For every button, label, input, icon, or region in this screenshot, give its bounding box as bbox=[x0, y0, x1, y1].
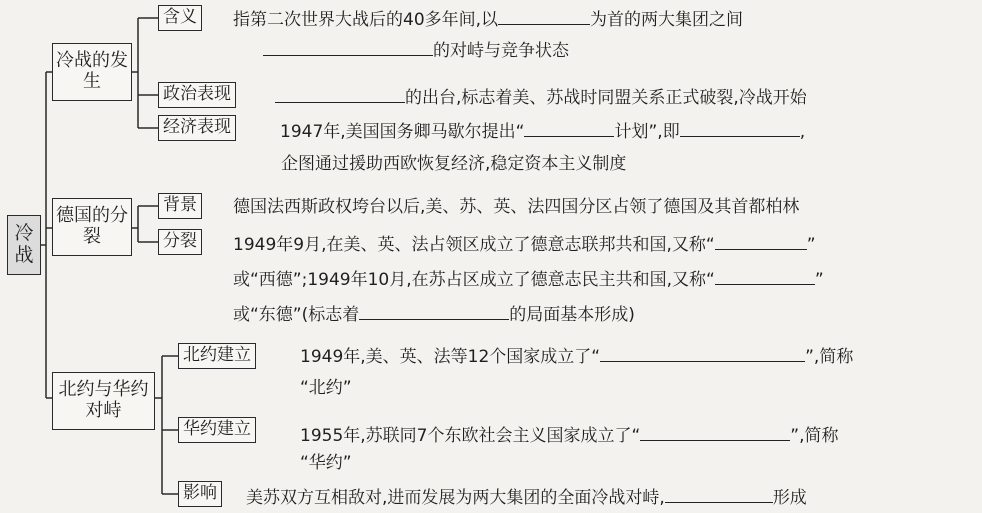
text-segment: 的局面基本形成) bbox=[509, 305, 635, 325]
text-line bbox=[281, 153, 626, 175]
label-meaning: 含义 bbox=[158, 5, 202, 31]
answer-blank bbox=[680, 120, 800, 137]
label-warsaw: 华约建立 bbox=[178, 417, 256, 443]
text-segment: 或“西德”;1949年10月,在苏占区成立了德意志民主共和国,又称“ bbox=[233, 270, 715, 290]
text-segment: , bbox=[799, 122, 806, 142]
answer-blank bbox=[498, 8, 590, 25]
text-line bbox=[233, 196, 799, 218]
text-line bbox=[233, 233, 816, 256]
text-segment: 美苏双方互相敌对,进而发展为两大集团的全面冷战对峙, bbox=[246, 488, 665, 508]
answer-blank bbox=[715, 268, 815, 285]
text-line bbox=[300, 452, 352, 474]
section-cold-war-origin: 冷战的发生 bbox=[52, 43, 132, 101]
label-background: 背景 bbox=[158, 193, 202, 219]
text-segment: 1955年,苏联同7个东欧社会主义国家成立了“ bbox=[300, 426, 641, 446]
section-nato-warsaw: 北约与华约对峙 bbox=[52, 372, 155, 430]
label-nato: 北约建立 bbox=[178, 343, 256, 369]
label-political: 政治表现 bbox=[158, 82, 236, 108]
text-segment: ” bbox=[814, 270, 824, 290]
text-segment: 的对峙与竞争状态 bbox=[433, 41, 569, 61]
section-germany-split: 德国的分裂 bbox=[52, 198, 132, 256]
text-segment: 1949年9月,在美、英、法占领区成立了德意志联邦共和国,又称“ bbox=[233, 235, 715, 255]
answer-blank bbox=[524, 120, 614, 137]
text-segment: 指第二次世界大战后的40多年间,以 bbox=[233, 10, 499, 30]
text-line bbox=[300, 424, 839, 447]
label-impact: 影响 bbox=[178, 481, 222, 507]
text-line bbox=[233, 8, 743, 31]
label-division: 分裂 bbox=[158, 229, 202, 255]
text-segment: ” bbox=[806, 235, 816, 255]
label-economic: 经济表现 bbox=[158, 115, 236, 141]
answer-blank bbox=[665, 486, 773, 503]
text-line bbox=[275, 86, 807, 109]
text-segment: 或“东德”(标志着 bbox=[233, 305, 360, 325]
text-segment: ”,简称 bbox=[790, 426, 839, 446]
text-segment: ”,简称 bbox=[805, 347, 854, 367]
answer-blank bbox=[600, 345, 805, 362]
text-segment: “华约” bbox=[300, 453, 352, 473]
answer-blank bbox=[715, 233, 807, 250]
text-segment: 的出台,标志着美、苏战时同盟关系正式破裂,冷战开始 bbox=[405, 88, 807, 108]
answer-blank bbox=[359, 303, 509, 320]
text-segment: 1949年,美、英、法等12个国家成立了“ bbox=[300, 347, 601, 367]
root-node: 冷战 bbox=[7, 215, 41, 275]
answer-blank bbox=[263, 39, 433, 56]
text-line bbox=[280, 120, 805, 143]
text-line bbox=[246, 486, 807, 509]
answer-blank bbox=[640, 424, 790, 441]
text-segment: 1947年,美国国务卿马歇尔提出“ bbox=[280, 122, 525, 142]
text-line bbox=[300, 345, 853, 368]
text-segment: 为首的两大集团之间 bbox=[590, 10, 744, 30]
text-segment: 企图通过援助西欧恢复经济,稳定资本主义制度 bbox=[281, 154, 627, 174]
text-segment: “北约” bbox=[300, 378, 352, 398]
text-line bbox=[233, 268, 824, 291]
text-line bbox=[263, 39, 569, 62]
text-segment: 计划”,即 bbox=[614, 122, 680, 142]
text-segment: 德国法西斯政权垮台以后,美、苏、英、法四国分区占领了德国及其首都柏林 bbox=[233, 197, 800, 217]
answer-blank bbox=[275, 86, 405, 103]
text-segment: 形成 bbox=[772, 488, 807, 508]
text-line bbox=[233, 303, 635, 326]
text-line bbox=[300, 377, 352, 399]
